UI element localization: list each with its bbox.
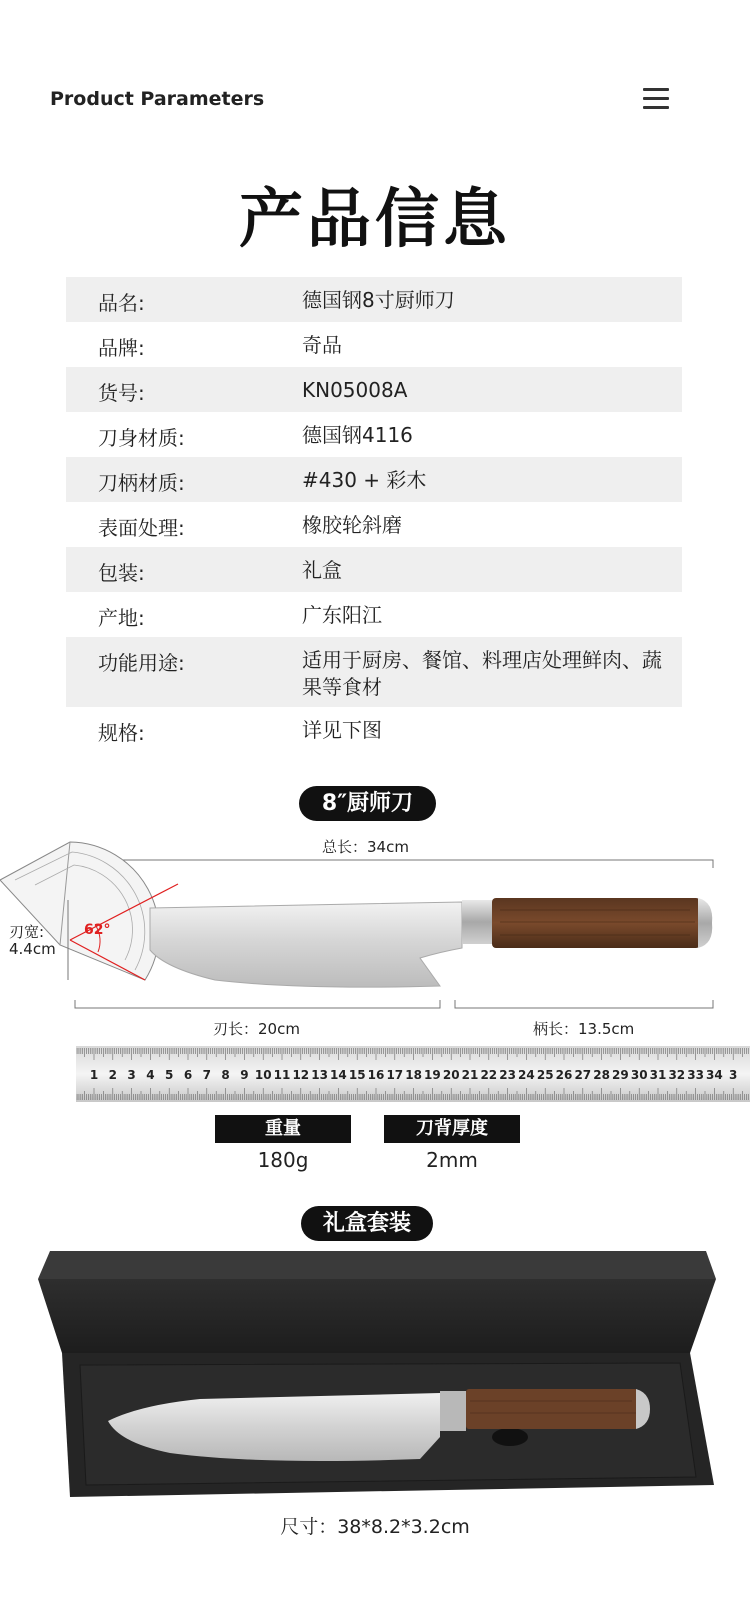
param-label: 刀柄材质: [98, 471, 185, 495]
ruler-number: 10 [254, 1068, 272, 1082]
page-header-title: Product Parameters [50, 88, 265, 110]
param-label: 品名: [98, 291, 145, 315]
ruler-number: 11 [273, 1068, 291, 1082]
ruler-number: 18 [405, 1068, 422, 1082]
param-value: 德国钢4116 [302, 423, 413, 447]
knife-blade [150, 902, 462, 987]
ruler-number: 4 [146, 1068, 155, 1082]
param-row [66, 412, 682, 457]
ruler-number: 3 [729, 1068, 738, 1082]
giftbox-section-title: 礼盒套装 [301, 1206, 433, 1241]
ruler-number: 16 [367, 1068, 385, 1082]
ruler-number: 27 [574, 1068, 592, 1082]
ruler-number: 22 [480, 1068, 498, 1082]
param-row [66, 322, 682, 367]
param-label: 包装: [98, 561, 145, 585]
ruler-number: 8 [221, 1068, 230, 1082]
ruler-number: 24 [518, 1068, 535, 1082]
ruler-number: 19 [424, 1068, 441, 1082]
ruler [76, 1046, 750, 1102]
param-value: 奇品 [302, 333, 342, 357]
ruler-number: 26 [555, 1068, 573, 1082]
ruler-number: 21 [461, 1068, 479, 1082]
param-label: 规格: [98, 721, 145, 745]
param-value: 广东阳江 [302, 603, 382, 627]
weight-value: 180g [257, 1148, 309, 1172]
ruler-number: 5 [165, 1068, 174, 1082]
thickness-value: 2mm [426, 1148, 478, 1172]
ruler-number: 29 [612, 1068, 629, 1082]
ruler-number: 32 [668, 1068, 686, 1082]
ruler-number: 33 [687, 1068, 704, 1082]
param-value: KN05008A [302, 378, 408, 402]
blade-width-label: 刃宽: 4.4cm [9, 923, 56, 958]
param-value: 适用于厨房、餐馆、料理店处理鲜肉、蔬果等食材 [302, 648, 662, 699]
angle-label: 62° [84, 922, 111, 938]
param-label: 刀身材质: [98, 426, 185, 450]
ruler-number: 13 [311, 1068, 328, 1082]
knife-endcap [698, 898, 712, 948]
knife-section-title: 8″厨师刀 [299, 786, 436, 821]
handle-length-bracket [455, 1000, 713, 1008]
param-row [66, 367, 682, 412]
param-value: 德国钢8寸厨师刀 [302, 288, 455, 312]
ruler-number: 20 [442, 1068, 460, 1082]
total-length-bracket [75, 860, 713, 868]
ruler-number: 2 [108, 1068, 117, 1082]
param-value: 礼盒 [302, 558, 342, 582]
param-row [66, 457, 682, 502]
page-title: 产品信息 [239, 183, 511, 257]
ruler-number: 6 [183, 1068, 193, 1082]
ruler-number: 17 [386, 1068, 404, 1082]
param-row [66, 637, 682, 707]
ruler-number: 25 [536, 1068, 554, 1082]
ruler-number: 15 [348, 1068, 366, 1082]
ruler-number: 1 [89, 1068, 99, 1082]
knife-bolster [462, 900, 492, 944]
param-row [66, 592, 682, 637]
ruler-number: 12 [292, 1068, 310, 1082]
param-value: 详见下图 [302, 718, 382, 742]
param-row [66, 707, 682, 752]
param-label: 产地: [98, 606, 145, 630]
ruler-number: 28 [593, 1068, 610, 1082]
param-label: 品牌: [98, 336, 145, 360]
param-row [66, 547, 682, 592]
ruler-number: 31 [649, 1068, 667, 1082]
weight-label: 重量 [215, 1115, 351, 1143]
blade-length-bracket [75, 1000, 440, 1008]
params-table [66, 277, 682, 752]
param-value: #430 + 彩木 [302, 468, 427, 492]
ruler-number: 9 [240, 1068, 249, 1082]
ruler-number: 7 [202, 1068, 211, 1082]
menu-icon[interactable] [643, 88, 669, 112]
total-length-label: 总长：34cm [322, 838, 409, 856]
knife-handle [492, 898, 700, 948]
handle-length-label: 柄长：13.5cm [533, 1020, 635, 1038]
param-row [66, 277, 682, 322]
ruler-number: 34 [706, 1068, 723, 1082]
ruler-number: 3 [127, 1068, 136, 1082]
ruler-number: 23 [499, 1068, 516, 1082]
param-value: 橡胶轮斜磨 [302, 513, 402, 537]
param-label: 表面处理: [98, 516, 185, 540]
param-label: 货号: [98, 381, 145, 405]
ruler-number: 30 [630, 1068, 648, 1082]
thickness-label: 刀背厚度 [384, 1115, 520, 1143]
knife-illustration [0, 840, 750, 1030]
blade-length-label: 刃长：20cm [213, 1020, 300, 1038]
giftbox-image [0, 1245, 750, 1500]
param-label: 功能用途: [98, 651, 185, 675]
ruler-number: 14 [330, 1068, 347, 1082]
giftbox-size-caption: 尺寸：38*8.2*3.2cm [280, 1516, 470, 1538]
param-row [66, 502, 682, 547]
